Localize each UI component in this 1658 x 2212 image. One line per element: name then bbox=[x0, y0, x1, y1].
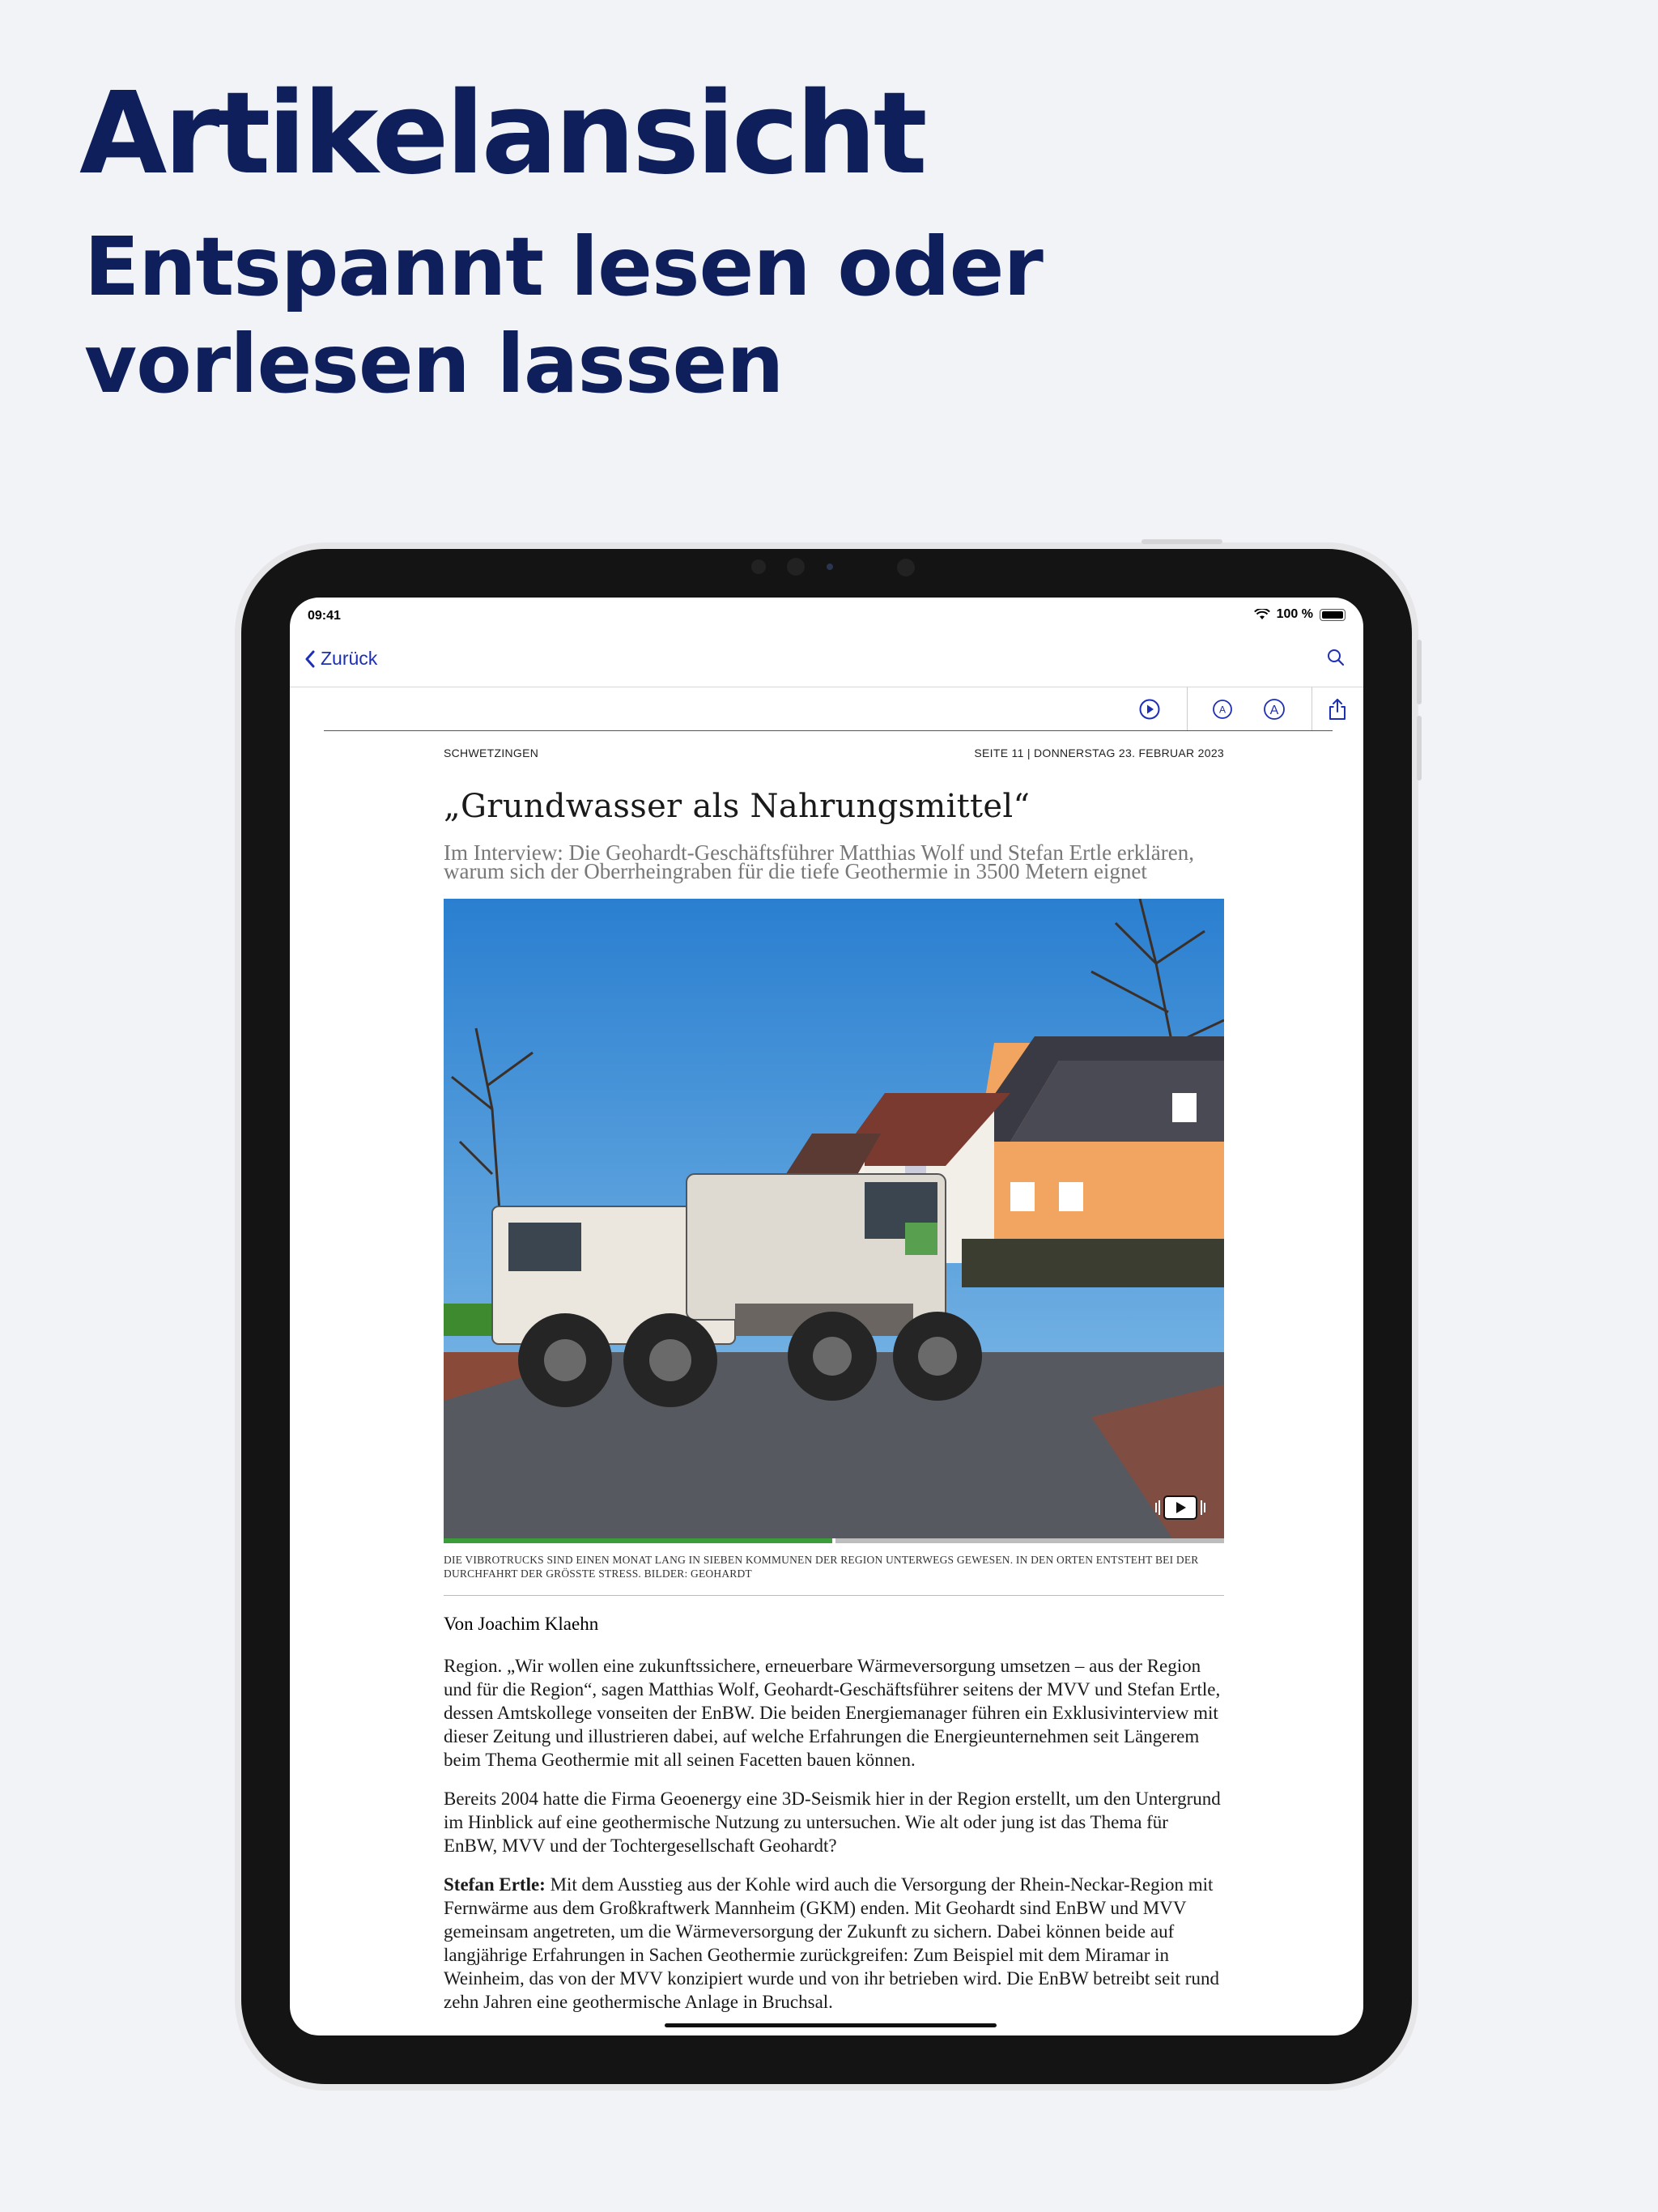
chevron-left-icon bbox=[304, 649, 316, 669]
speaker-text: Mit dem Ausstieg aus der Kohle wird auch die Versorgung der Rhein-Neckar-Region mit Fernwärme aus dem Großkraftwerk Mannheim (GKM) enden. Mit Geohardt sind EnBW und MVV gemeinsam angetreten, um die Wärmeversorgung der Zukunft zu sichern. Dabei können beide auf langjährige Erfahrungen in Sachen Geothermie zurückgreifen: Zum Beispiel mit dem Miramar in Weinheim, das von der MVV konzipiert wurde und von ihr betrieben wird. Die EnBW betreibt seit rund zehn Jahren eine geothermische Anlage in Bruchsal. bbox=[444, 1874, 1219, 2012]
read-aloud-button[interactable] bbox=[1133, 693, 1166, 725]
section-label: SCHWETZINGEN bbox=[444, 747, 539, 759]
bookmark-button[interactable] bbox=[1360, 693, 1363, 725]
article-author: Von Joachim Klaehn bbox=[444, 1614, 599, 1634]
back-label: Zurück bbox=[321, 648, 378, 669]
article-photo[interactable] bbox=[444, 899, 1224, 1538]
article-paragraph bbox=[444, 1873, 1224, 2014]
article-meta bbox=[444, 747, 1224, 759]
speaker-name: Stefan Ertle: bbox=[444, 1874, 546, 1895]
side-button bbox=[1417, 716, 1422, 781]
page-date: SEITE 11 | DONNERSTAG 23. FEBRUAR 2023 bbox=[974, 747, 1224, 759]
home-indicator[interactable] bbox=[665, 2023, 997, 2027]
article bbox=[444, 727, 1224, 2029]
sensor-icon bbox=[751, 559, 766, 574]
camera-icon bbox=[787, 558, 805, 576]
toolbar-divider bbox=[1187, 687, 1188, 730]
side-button bbox=[1417, 640, 1422, 704]
article-toolbar bbox=[324, 687, 1333, 731]
article-body bbox=[444, 1654, 1224, 2014]
device-bezel bbox=[241, 549, 1412, 2084]
back-button[interactable] bbox=[304, 648, 377, 670]
sensor-icon bbox=[827, 564, 833, 570]
hero-title: Artikelansicht bbox=[79, 68, 925, 200]
search-button[interactable] bbox=[1326, 648, 1346, 671]
search-icon bbox=[1326, 648, 1346, 667]
svg-text:A: A bbox=[1218, 704, 1226, 716]
wifi-icon bbox=[1254, 609, 1270, 620]
battery-icon bbox=[1320, 609, 1346, 621]
gallery-progress bbox=[444, 1538, 1224, 1543]
photo-caption: DIE VIBROTRUCKS SIND EINEN MONAT LANG IN SIEBEN KOMMUNEN DER REGION UNTERWEGS GEWESEN. IN DEN ORTEN ENTSTEHT BEI DER DURCHFAHRT DER GRÖSSTE STRESS. BILDER: GEOHARDT bbox=[444, 1554, 1199, 1580]
status-time: 09:41 bbox=[308, 609, 341, 623]
gallery-progress-done bbox=[444, 1538, 832, 1543]
video-play-icon[interactable] bbox=[1156, 1496, 1205, 1519]
share-button[interactable] bbox=[1321, 693, 1354, 725]
battery-percent: 100 % bbox=[1276, 607, 1313, 621]
article-paragraph: Bereits 2004 hatte die Firma Geoenergy eine 3D-Seismik hier in der Region erstellt, um den Untergrund im Hinblick auf eine geothermische Nutzung zu untersuchen. Wie alt oder jung ist das Thema für EnBW, MVV und der Tochtergesellschaft Geohardt? bbox=[444, 1789, 1221, 1856]
top-button bbox=[1141, 539, 1222, 544]
hero-subtitle: Entspannt lesen oder vorlesen lassen bbox=[84, 219, 1043, 411]
play-icon bbox=[1138, 698, 1161, 721]
font-smaller-button[interactable] bbox=[1206, 693, 1239, 725]
photo-vibrotruck bbox=[444, 899, 1224, 1538]
font-larger-button[interactable] bbox=[1258, 693, 1290, 725]
share-icon bbox=[1326, 697, 1349, 721]
font-increase-icon bbox=[1262, 697, 1286, 721]
status-bar bbox=[290, 598, 1363, 630]
ipad-frame bbox=[235, 542, 1418, 2091]
divider bbox=[444, 1595, 1224, 1596]
nav-bar bbox=[290, 630, 1363, 687]
font-decrease-icon bbox=[1211, 698, 1234, 721]
article-title: „Grundwasser als Nahrungsmittel“ bbox=[444, 788, 1031, 825]
sensor-icon bbox=[897, 559, 915, 576]
gallery-progress-rest bbox=[835, 1538, 1224, 1543]
article-paragraph: Region. „Wir wollen eine zukunftssichere, erneuerbare Wärmeversorgung umsetzen – aus der Region und für die Region“, sagen Matthias Wolf, Geohardt-Geschäftsführer seitens der MVV und Stefan Ertle, dessen Amtskollege vonseiten der EnBW. Die beiden Energiemanager führen ein Exklusivinterview mit dieser Zeitung und illustrieren dabei, auf welche Erfahrungen die Energieunternehmen seit Längerem beim Thema Geothermie mit all seinen Facetten bauen können. bbox=[444, 1656, 1221, 1770]
svg-text:A: A bbox=[1269, 704, 1279, 717]
screen bbox=[290, 598, 1363, 2035]
article-lead: Im Interview: Die Geohardt-Geschäftsführer Matthias Wolf und Stefan Ertle erklären, warum sich der Oberrheingraben für die tiefe Geothermie in 3500 Metern eignet bbox=[444, 840, 1194, 883]
